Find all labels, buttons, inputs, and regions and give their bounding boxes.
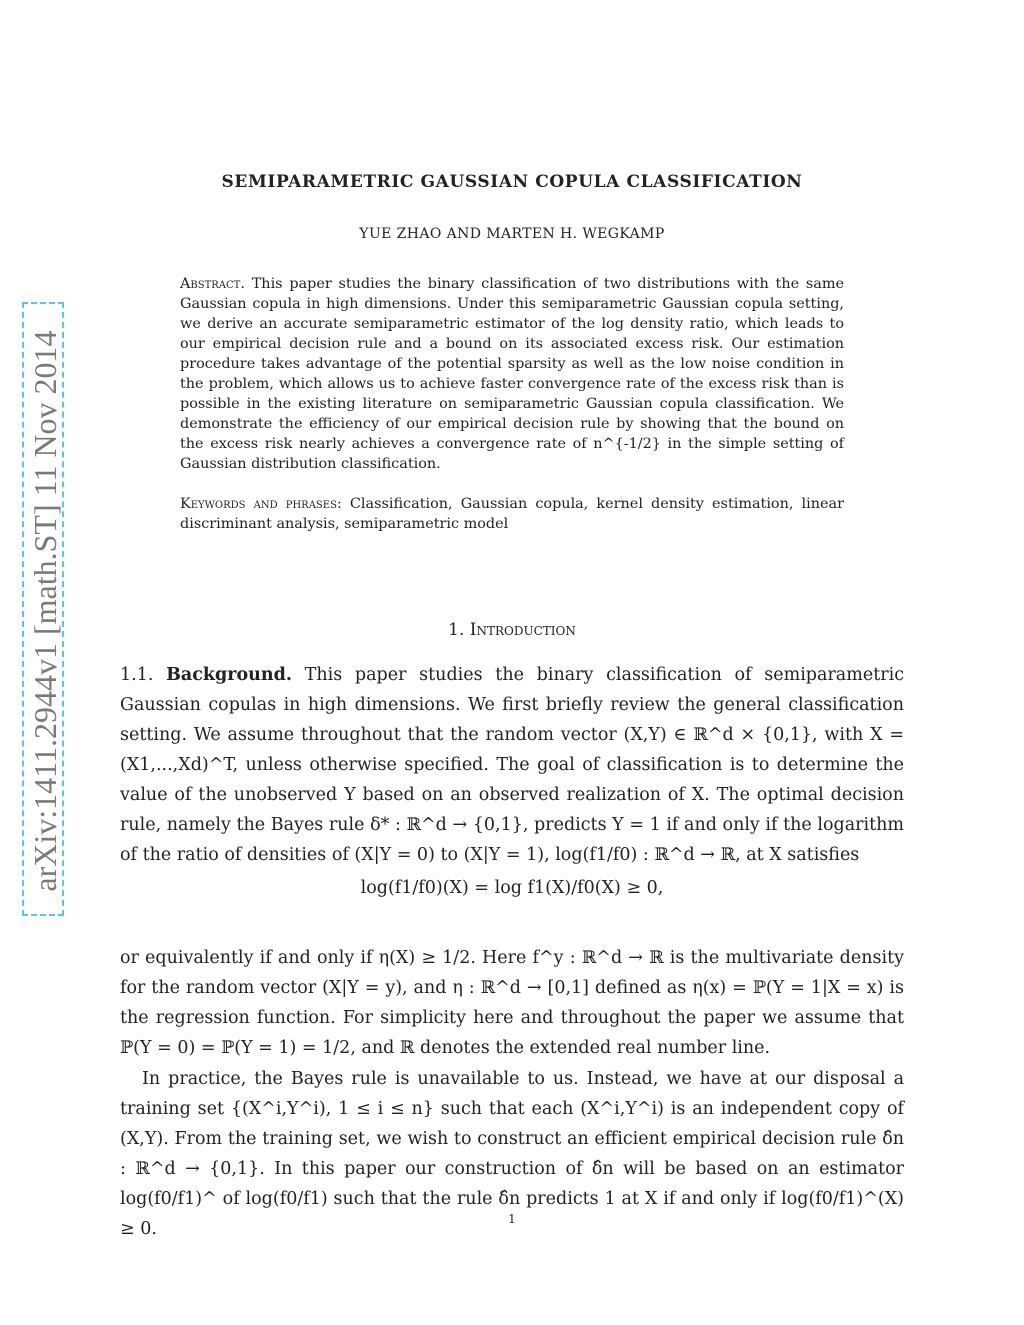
keywords-text: Classification, Gaussian copula, kernel density estimation, linear discriminant analysis, semiparametric model: [180, 496, 844, 532]
keywords-label: Keywords and phrases:: [180, 496, 342, 512]
abstract: [180, 274, 844, 474]
arxiv-stamp-text: arXiv:1411.2944v1 [math.ST] 11 Nov 2014: [27, 330, 63, 892]
paragraph-2: or equivalently if and only if η(X) ≥ 1/2. Here f^y : ℝ^d → ℝ is the multivariate density for the random vector (X|Y = y), and η : ℝ^d → [0,1] defined as η(x) = ℙ(Y = 1|X = x) is the regression function. For simplicity here and throughout the paper we assume that ℙ(Y = 0) = ℙ(Y = 1) = 1/2, and ℝ denotes the extended real number line.: [120, 948, 904, 1058]
abstract-label: Abstract.: [180, 276, 245, 292]
page-number: 1: [508, 1212, 516, 1226]
arxiv-stamp: [22, 302, 64, 916]
keywords: [180, 494, 844, 534]
paragraph-1-text: This paper studies the binary classification of semiparametric Gaussian copulas in high dimensions. We first briefly review the general classification setting. We assume throughout that the random vector (X,Y) ∈ ℝ^d × {0,1}, with X = (X1,...,Xd)^T, unless otherwise specified. The goal of classification is to determine the value of the unobserved Y based on an observed realization of X. The optimal decision rule, namely the Bayes rule δ* : ℝ^d → {0,1}, predicts Y = 1 if and only if the logarithm of the ratio of densities of (X|Y = 0) to (X|Y = 1), log(f1/f0) : ℝ^d → ℝ, at X satisfies: [120, 665, 904, 865]
paper-authors: YUE ZHAO AND MARTEN H. WEGKAMP: [359, 226, 665, 242]
paper-title: SEMIPARAMETRIC GAUSSIAN COPULA CLASSIFICATION: [221, 172, 803, 192]
section-heading: 1. Introduction: [448, 620, 576, 640]
subsection-title: Background.: [166, 665, 292, 685]
subsection-number: 1.1.: [120, 665, 154, 685]
abstract-text: This paper studies the binary classification of two distributions with the same Gaussian copula in high dimensions. Under this semiparametric Gaussian copula setting, we derive an accurate semiparametric estimator of the log density ratio, which leads to our empirical decision rule and a bound on its associated excess risk. Our estimation procedure takes advantage of the potential sparsity as well as the low noise condition in the problem, which allows us to achieve faster convergence rate of the excess risk than is possible in the existing literature on semiparametric Gaussian copula classification. We demonstrate the efficiency of our empirical decision rule by showing that the bound on the excess risk nearly achieves a convergence rate of n^{-1/2} in the simple setting of Gaussian distribution classification.: [180, 276, 845, 472]
paragraph-3: In practice, the Bayes rule is unavailable to us. Instead, we have at our disposal a training set {(X^i,Y^i), 1 ≤ i ≤ n} such that each (X^i,Y^i) is an independent copy of (X,Y). From the training set, we wish to construct an efficient empirical decision rule δ̂n : ℝ^d → {0,1}. In this paper our construction of δ̂n will be based on an estimator log(f0/f1)^ of log(f0/f1) such that the rule δ̂n predicts 1 at X if and only if log(f0/f1)^(X) ≥ 0.: [120, 1069, 904, 1239]
paragraph-background: [120, 660, 904, 870]
display-equation: log(f1/f0)(X) = log f1(X)/f0(X) ≥ 0,: [360, 878, 664, 898]
